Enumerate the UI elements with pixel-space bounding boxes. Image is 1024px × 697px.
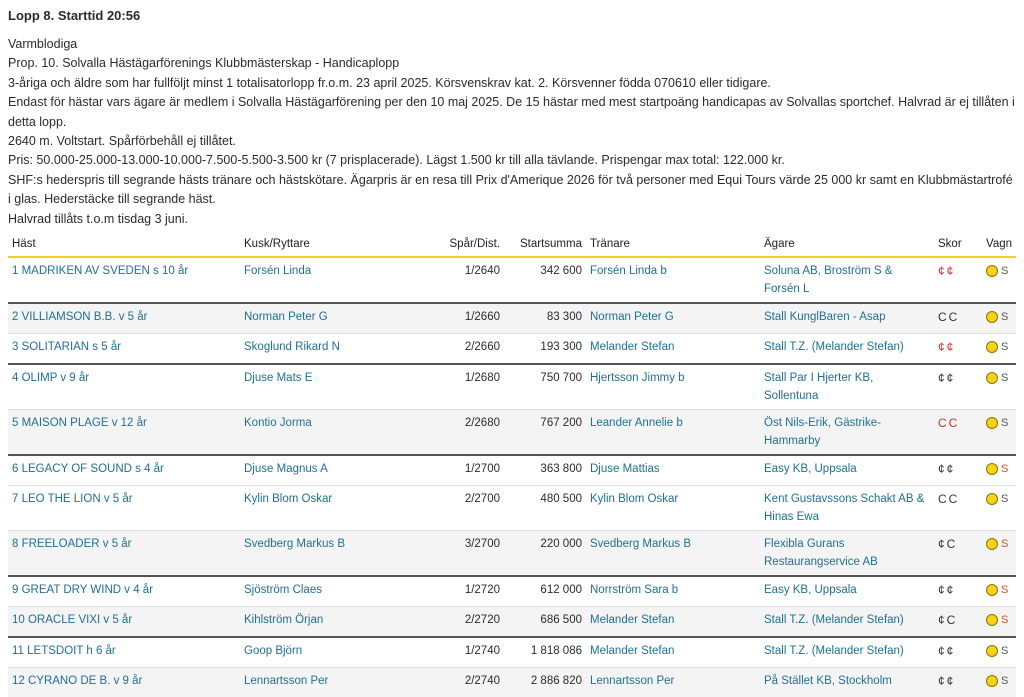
earnings: 2 886 820 <box>504 668 586 697</box>
owner-link[interactable]: Stall KunglBaren - Asap <box>760 303 934 334</box>
cart-ball-icon <box>986 265 998 277</box>
race-info-line: Halvrad tillåts t.o.m tisdag 3 juni. <box>8 211 188 226</box>
cart-ball-icon <box>986 493 998 505</box>
cart-type: S <box>1001 493 1009 506</box>
shoes-cell <box>934 334 982 365</box>
horse-row <box>8 607 1016 638</box>
trainer-link[interactable]: Lennartsson Per <box>586 668 760 697</box>
cart-ball-icon <box>986 417 998 429</box>
horse-row <box>8 410 1016 456</box>
race-info-line: Prop. 10. Solvalla Hästägarförenings Klubbmästerskap - Handicaplopp <box>8 56 400 71</box>
col-header-shoes: Skor <box>934 231 982 257</box>
driver-link[interactable]: Lennartsson Per <box>240 668 422 697</box>
cart-ball-icon <box>986 538 998 550</box>
earnings: 767 200 <box>504 410 586 456</box>
earnings: 363 800 <box>504 455 586 486</box>
track-distance: 1/2680 <box>422 364 504 410</box>
track-distance: 1/2740 <box>422 637 504 668</box>
track-distance: 1/2700 <box>422 455 504 486</box>
owner-link[interactable]: Stall Par I Hjerter KB, Sollentuna <box>760 364 934 410</box>
cart-ball-icon <box>986 645 998 657</box>
cart-cell <box>982 607 1016 638</box>
driver-link[interactable]: Forsén Linda <box>240 257 422 303</box>
col-header-driver[interactable]: Kusk/Ryttare <box>240 231 422 257</box>
cart-ball-icon <box>986 341 998 353</box>
driver-link[interactable]: Kontio Jorma <box>240 410 422 456</box>
cart-type: S <box>1001 645 1009 658</box>
shoes-cell <box>934 486 982 531</box>
earnings: 612 000 <box>504 576 586 607</box>
cart-ball-icon <box>986 463 998 475</box>
horse-name-link[interactable]: 9 GREAT DRY WIND v 4 år <box>8 576 240 607</box>
owner-link[interactable]: Stall T.Z. (Melander Stefan) <box>760 637 934 668</box>
horse-row <box>8 486 1016 531</box>
shoes-icon: ¢C <box>938 613 958 628</box>
trainer-link[interactable]: Norman Peter G <box>586 303 760 334</box>
track-distance: 1/2640 <box>422 257 504 303</box>
earnings: 193 300 <box>504 334 586 365</box>
horse-row <box>8 668 1016 697</box>
owner-link[interactable]: Öst Nils-Erik, Gästrike-Hammarby <box>760 410 934 456</box>
trainer-link[interactable]: Melander Stefan <box>586 637 760 668</box>
race-info-line: 3-åriga och äldre som har fullföljt minst 1 totalisatorlopp fr.o.m. 23 april 2025. Körsvenskrav kat. 2. Körsvenner födda 070610 eller tidigare. <box>8 75 771 90</box>
owner-link[interactable]: Flexibla Gurans Restaurangservice AB <box>760 531 934 577</box>
owner-link[interactable]: På Stället KB, Stockholm <box>760 668 934 697</box>
driver-link[interactable]: Sjöström Claes <box>240 576 422 607</box>
driver-link[interactable]: Djuse Magnus A <box>240 455 422 486</box>
trainer-link[interactable]: Svedberg Markus B <box>586 531 760 577</box>
track-distance: 1/2720 <box>422 576 504 607</box>
driver-link[interactable]: Djuse Mats E <box>240 364 422 410</box>
trainer-link[interactable]: Melander Stefan <box>586 334 760 365</box>
cart-cell <box>982 668 1016 697</box>
race-info <box>8 35 1016 229</box>
horse-name-link[interactable]: 2 VILLIAMSON B.B. v 5 år <box>8 303 240 334</box>
trainer-link[interactable]: Leander Annelie b <box>586 410 760 456</box>
trainer-link[interactable]: Norrström Sara b <box>586 576 760 607</box>
driver-link[interactable]: Norman Peter G <box>240 303 422 334</box>
driver-link[interactable]: Goop Björn <box>240 637 422 668</box>
horse-name-link[interactable]: 12 CYRANO DE B. v 9 år <box>8 668 240 697</box>
cart-type: S <box>1001 584 1009 597</box>
track-distance: 2/2740 <box>422 668 504 697</box>
cart-cell <box>982 455 1016 486</box>
shoes-icon: ¢¢ <box>938 674 956 689</box>
shoes-cell <box>934 410 982 456</box>
shoes-icon: CC <box>938 416 960 431</box>
race-info-line: Pris: 50.000-25.000-13.000-10.000-7.500-5.500-3.500 kr (7 prisplacerade). Lägst 1.500 kr till alla tävlande. Prispengar max total: 122.000 kr. <box>8 153 785 168</box>
driver-link[interactable]: Kylin Blom Oskar <box>240 486 422 531</box>
shoes-cell <box>934 531 982 577</box>
start-list-table <box>8 231 1016 697</box>
cart-cell <box>982 334 1016 365</box>
shoes-icon: ¢¢ <box>938 644 956 659</box>
shoes-cell <box>934 455 982 486</box>
col-header-horse[interactable]: Häst <box>8 231 240 257</box>
horse-row <box>8 364 1016 410</box>
horse-row <box>8 303 1016 334</box>
cart-ball-icon <box>986 584 998 596</box>
earnings: 220 000 <box>504 531 586 577</box>
shoes-icon: ¢¢ <box>938 264 956 279</box>
owner-link[interactable]: Easy KB, Uppsala <box>760 455 934 486</box>
owner-link[interactable]: Stall T.Z. (Melander Stefan) <box>760 334 934 365</box>
cart-type: S <box>1001 341 1009 354</box>
trainer-link[interactable]: Hjertsson Jimmy b <box>586 364 760 410</box>
col-header-cart: Vagn <box>982 231 1016 257</box>
cart-type: S <box>1001 417 1009 430</box>
earnings: 480 500 <box>504 486 586 531</box>
track-distance: 1/2660 <box>422 303 504 334</box>
earnings: 686 500 <box>504 607 586 638</box>
shoes-icon: ¢¢ <box>938 340 956 355</box>
shoes-icon: CC <box>938 492 960 507</box>
track-distance: 2/2700 <box>422 486 504 531</box>
cart-ball-icon <box>986 614 998 626</box>
cart-type: S <box>1001 675 1009 688</box>
cart-type: S <box>1001 372 1009 385</box>
trainer-link[interactable]: Kylin Blom Oskar <box>586 486 760 531</box>
race-info-line: Endast för hästar vars ägare är medlem i Solvalla Hästägarförening per den 10 maj 2025. De 15 hästar med mest startpoäng handicapas av Solvallas sportchef. Halvrad är ej tillåten i detta lopp. <box>8 95 1015 129</box>
earnings: 83 300 <box>504 303 586 334</box>
cart-type: S <box>1001 463 1009 476</box>
driver-link[interactable]: Kihlström Örjan <box>240 607 422 638</box>
horse-row <box>8 334 1016 365</box>
earnings: 750 700 <box>504 364 586 410</box>
shoes-cell <box>934 576 982 607</box>
cart-type: S <box>1001 311 1009 324</box>
track-distance: 3/2700 <box>422 531 504 577</box>
cart-type: S <box>1001 538 1009 551</box>
horse-row <box>8 531 1016 577</box>
cart-cell <box>982 637 1016 668</box>
horse-name-link[interactable]: 11 LETSDOIT h 6 år <box>8 637 240 668</box>
shoes-cell <box>934 303 982 334</box>
earnings: 342 600 <box>504 257 586 303</box>
owner-link[interactable]: Kent Gustavssons Schakt AB & Hinas Ewa <box>760 486 934 531</box>
cart-ball-icon <box>986 675 998 687</box>
horse-name-link[interactable]: 3 SOLITARIAN s 5 år <box>8 334 240 365</box>
cart-cell <box>982 303 1016 334</box>
cart-ball-icon <box>986 311 998 323</box>
trainer-link[interactable]: Melander Stefan <box>586 607 760 638</box>
cart-type: S <box>1001 265 1009 278</box>
horse-name-link[interactable]: 7 LEO THE LION v 5 år <box>8 486 240 531</box>
earnings: 1 818 086 <box>504 637 586 668</box>
shoes-cell <box>934 637 982 668</box>
race-info-line: SHF:s hederspris till segrande hästs tränare och hästskötare. Ägarpris är en resa till Prix d'Amerique 2026 för två personer med Equi Tours värde 25 000 kr samt en Klubbmästartrofé i glas. Hederstäcke till segrande häst. <box>8 172 1013 207</box>
driver-link[interactable]: Svedberg Markus B <box>240 531 422 577</box>
cart-cell <box>982 364 1016 410</box>
owner-link[interactable]: Easy KB, Uppsala <box>760 576 934 607</box>
col-header-owner[interactable]: Ägare <box>760 231 934 257</box>
col-header-earnings[interactable]: Startsumma <box>504 231 586 257</box>
race-info-line: 2640 m. Voltstart. Spårförbehåll ej tillåtet. <box>8 134 236 149</box>
horse-name-link[interactable]: 10 ORACLE VIXI v 5 år <box>8 607 240 638</box>
track-distance: 2/2680 <box>422 410 504 456</box>
shoes-cell <box>934 607 982 638</box>
shoes-icon: ¢C <box>938 537 958 552</box>
col-header-trainer[interactable]: Tränare <box>586 231 760 257</box>
shoes-icon: CC <box>938 310 960 325</box>
track-distance: 2/2660 <box>422 334 504 365</box>
cart-cell <box>982 531 1016 577</box>
owner-link[interactable]: Stall T.Z. (Melander Stefan) <box>760 607 934 638</box>
horse-name-link[interactable]: 6 LEGACY OF SOUND s 4 år <box>8 455 240 486</box>
shoes-cell <box>934 257 982 303</box>
table-header-row <box>8 231 1016 257</box>
owner-link[interactable]: Soluna AB, Broström S & Forsén L <box>760 257 934 303</box>
horse-name-link[interactable]: 5 MAISON PLAGE v 12 år <box>8 410 240 456</box>
shoes-icon: ¢¢ <box>938 583 956 598</box>
cart-ball-icon <box>986 372 998 384</box>
shoes-icon: ¢¢ <box>938 371 956 386</box>
cart-cell <box>982 576 1016 607</box>
horse-row <box>8 455 1016 486</box>
horse-row <box>8 637 1016 668</box>
col-header-track[interactable]: Spår/Dist. <box>422 231 504 257</box>
trainer-link[interactable]: Forsén Linda b <box>586 257 760 303</box>
shoes-cell <box>934 668 982 697</box>
race-info-line: Varmblodiga <box>8 37 78 51</box>
race-title: Lopp 8. Starttid 20:56 <box>8 8 141 23</box>
cart-type: S <box>1001 614 1009 627</box>
shoes-cell <box>934 364 982 410</box>
cart-cell <box>982 257 1016 303</box>
horse-name-link[interactable]: 8 FREELOADER v 5 år <box>8 531 240 577</box>
horse-name-link[interactable]: 1 MADRIKEN AV SVEDEN s 10 år <box>8 257 240 303</box>
trainer-link[interactable]: Djuse Mattias <box>586 455 760 486</box>
driver-link[interactable]: Skoglund Rikard N <box>240 334 422 365</box>
horse-row <box>8 576 1016 607</box>
track-distance: 2/2720 <box>422 607 504 638</box>
horse-name-link[interactable]: 4 OLIMP v 9 år <box>8 364 240 410</box>
shoes-icon: ¢¢ <box>938 462 956 477</box>
cart-cell <box>982 486 1016 531</box>
cart-cell <box>982 410 1016 456</box>
horse-row <box>8 257 1016 303</box>
